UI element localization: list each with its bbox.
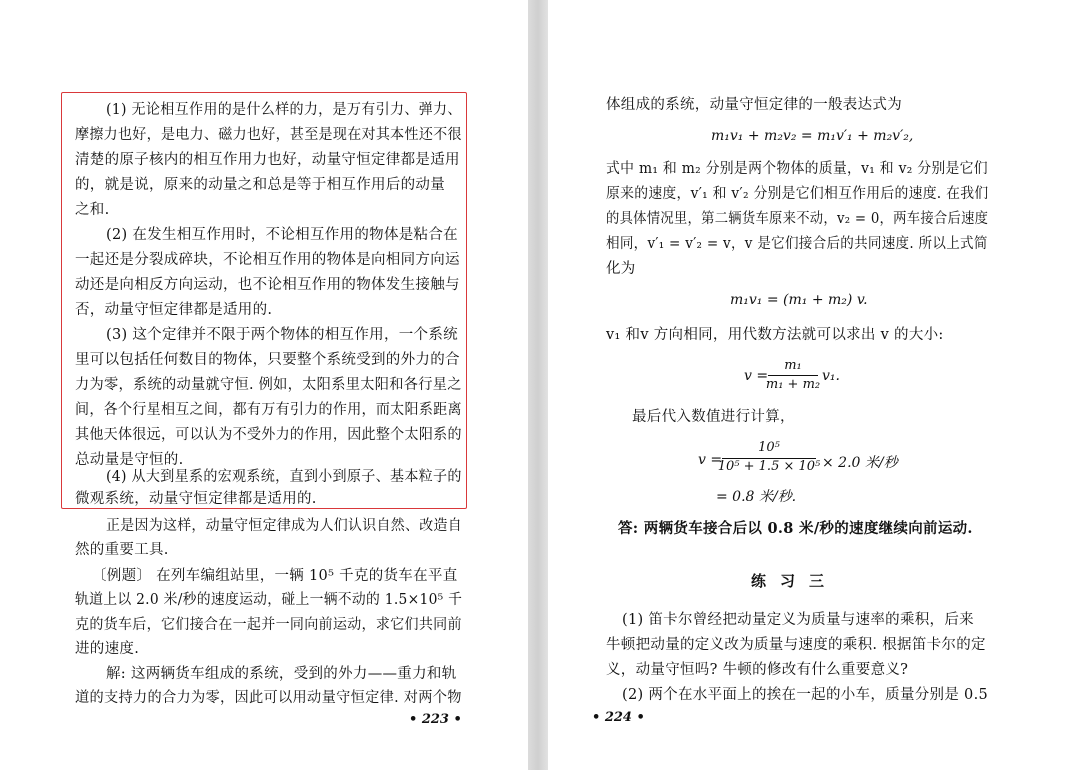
- text-line: 最后代入数值进行计算，: [632, 409, 795, 425]
- text-line: 相同，v′₁ = v′₂ = v，v 是它们接合后的共同速度. 所以上式简: [606, 236, 988, 252]
- text-line: 力为零，系统的动量就守恒. 例如，太阳系里太阳和各行星之: [75, 377, 462, 393]
- text-line: 里可以包括任何数目的物体，只要整个系统受到的外力的合: [75, 352, 460, 368]
- text-line: 间，各个行星相互之间，都有万有引力的作用，而太阳系距离: [75, 402, 462, 418]
- text-line: 否，动量守恒定律都是适用的.: [75, 302, 273, 318]
- page-number: • 223 •: [409, 712, 462, 727]
- text-line: 其他天体很远，可以认为不受外力的作用，因此整个太阳系的: [75, 427, 462, 443]
- equation-simplified: m₁v₁ = (m₁ + m₂) v.: [730, 292, 868, 308]
- text-line: 克的货车后，它们接合在一起并一同向前运动，求它们共同前: [75, 617, 462, 633]
- text-line: 动还是向相反方向运动，也不论相互作用的物体发生接触与: [75, 277, 460, 293]
- text-line: 正是因为这样，动量守恒定律成为人们认识自然、改造自: [106, 518, 462, 534]
- equation-calc-tail: × 2.0 米/秒: [822, 455, 898, 471]
- text-line: (3) 这个定律并不限于两个物体的相互作用，一个系统: [106, 327, 458, 343]
- text-line: 总动量是守恒的.: [75, 452, 184, 468]
- fraction-numerator: m₁: [784, 358, 802, 373]
- text-line: 的，就是说，原来的动量之和总是等于相互作用后的动量: [75, 177, 445, 193]
- text-line: 体组成的系统，动量守恒定律的一般表达式为: [606, 97, 902, 113]
- page-number: • 224 •: [592, 710, 645, 725]
- text-line: 的具体情况里，第二辆货车原来不动，v₂ = 0，两车接合后速度: [606, 211, 989, 227]
- fraction-bar: [768, 375, 818, 376]
- text-line: 之和.: [75, 202, 110, 218]
- equation-velocity-lhs: v =: [744, 368, 769, 384]
- fraction-denominator: m₁ + m₂: [765, 377, 821, 392]
- left-page: [0, 0, 528, 770]
- text-line: v₁ 和v 方向相同，用代数方法就可以求出 v 的大小:: [606, 327, 944, 343]
- text-line: 式中 m₁ 和 m₂ 分别是两个物体的质量，v₁ 和 v₂ 分别是它们: [606, 161, 988, 177]
- text-line: 摩擦力也好，是电力、磁力也好，甚至是现在对其本性还不很: [75, 127, 462, 143]
- text-line: 然的重要工具.: [75, 542, 169, 558]
- answer-line: 答: 两辆货车接合后以 0.8 米/秒的速度继续向前运动.: [618, 520, 973, 537]
- text-line: 一起还是分裂成碎块，不论相互作用的物体是向相同方向运: [75, 252, 460, 268]
- equation-velocity-tail: v₁.: [822, 368, 840, 384]
- equation-calc-lhs: v =: [698, 452, 723, 468]
- text-line: 道的支持力的合力为零，因此可以用动量守恒定律. 对两个物: [75, 690, 462, 706]
- text-line: 义，动量守恒吗? 牛顿的修改有什么重要意义?: [606, 662, 909, 678]
- text-line: 化为: [606, 261, 636, 277]
- text-line: 进的速度.: [75, 641, 140, 657]
- text-line: 原来的速度，v′₁ 和 v′₂ 分别是它们相互作用后的速度. 在我们: [606, 186, 989, 202]
- text-line: 轨道上以 2.0 米/秒的速度运动，碰上一辆不动的 1.5×10⁵ 千: [75, 592, 463, 608]
- text-line: 〔例题〕 在列车编组站里，一辆 10⁵ 千克的货车在平直: [92, 568, 458, 584]
- right-page: [548, 0, 1080, 770]
- text-line: (1) 笛卡尔曾经把动量定义为质量与速率的乘积，后来: [622, 612, 974, 628]
- text-line: (2) 两个在水平面上的挨在一起的小车，质量分别是 0.5: [622, 687, 989, 703]
- text-line: (2) 在发生相互作用时，不论相互作用的物体是粘合在: [106, 227, 458, 243]
- page-gutter: [528, 0, 548, 770]
- text-line: 解: 这两辆货车组成的系统，受到的外力——重力和轨: [106, 666, 457, 682]
- text-line: 清楚的原子核内的相互作用力也好，动量守恒定律都是适用: [75, 152, 460, 168]
- text-line: (1) 无论相互作用的是什么样的力，是万有引力、弹力、: [106, 102, 462, 118]
- fraction-numerator: 10⁵: [758, 440, 780, 455]
- fraction-denominator: 10⁵ + 1.5 × 10⁵: [717, 459, 821, 474]
- exercise-heading: 练习三: [751, 572, 839, 590]
- text-line: 牛顿把动量的定义改为质量与速度的乘积. 根据笛卡尔的定: [606, 637, 986, 653]
- text-line: 微观系统，动量守恒定律都是适用的.: [75, 491, 317, 507]
- text-line: (4) 从大到星系的宏观系统，直到小到原子、基本粒子的: [106, 469, 462, 485]
- equation-momentum: m₁v₁ + m₂v₂ = m₁v′₁ + m₂v′₂,: [711, 128, 914, 144]
- equation-result: = 0.8 米/秒.: [716, 489, 797, 505]
